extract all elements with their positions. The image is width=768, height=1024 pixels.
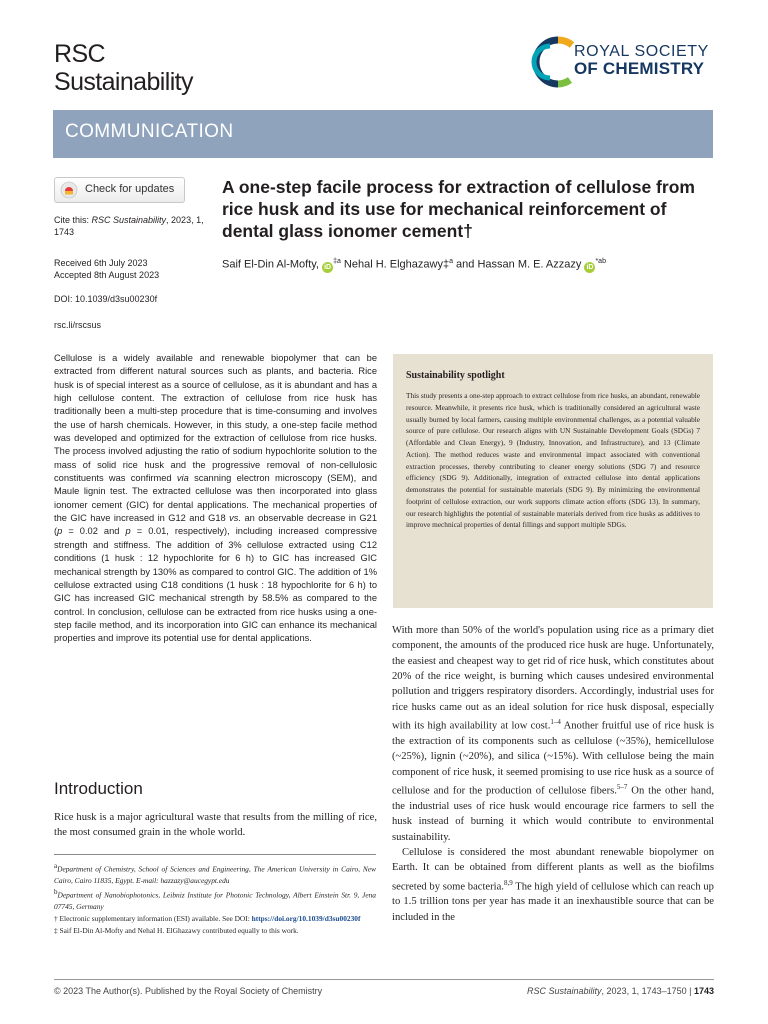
abstract-text: = 0.02 and [62, 526, 126, 537]
journal-name [54, 40, 193, 96]
accepted-date: Accepted 8th August 2023 [54, 270, 160, 280]
body-text: Another fruitful use of rice husk is the extraction of its components such as cellulose (~35%), hemicellulose (~25%), lignin (~20%), and silica (~15%). With cellulose being the main component of rice husk, it seemed promising to use rice husk as a source of cellulose and for the production of cellulose fibers. [392, 720, 714, 797]
reference-mark[interactable]: 8,9 [503, 878, 513, 887]
abstract-text: Cellulose is a widely available and renewable biopolymer that can be extracted from different natural sources such as plants, and bacteria. Rice husk is of special interest as a source of cellulose, as it is abundant and has a high cellulose content. The extraction of cellulose from rice husk has traditionally been a multi-step procedure that is time-consuming and involves the use of harsh chemicals. However, in this study, a one-step facile method was developed and optimized for the extraction of cellulose from rice husks. The process involved adjusting the ratio of sodium hypochlorite solution to the mass of solid rice husk and the progressive removal of non-cellulosic constituents was confirmed [54, 353, 377, 484]
cite-journal: RSC Sustainability [91, 215, 167, 225]
abstract-text: = 0.01, respectively), including increased compressive strength and stiffness. The addition of 3% cellulose extracted using C12 conditions (1 husk : 12 hypochlorite for 6 h) to GIC has increased GIC mechanical strength by 130% as compared to control GIC. The addition of 1% cellulose extracted using C18 conditions (1 husk : 18 hypochlorite for 6 h) to GIC has increased GIC mechanical strength by 58.5% as compared to the control. In conclusion, cellulose can be extracted from rice husks using a one-step facile method, and its incorporation into GIC can enhance its mechanical properties and improve its potential use for dental applications. [54, 526, 377, 644]
footnote-affiliation-b [54, 887, 376, 912]
author-name: and Hassan M. E. Azzazy [453, 258, 582, 271]
orcid-icon[interactable]: iD [324, 263, 332, 271]
abstract-text: scanning electron microscopy (SEM), and Maule lignin test. The extracted cellulose was then incorporated into glass ionomer cement (GIC) for dental applications. The mechanical properties of the GIC have increased in G12 and G18 [54, 473, 377, 524]
spotlight-heading: Sustainability spotlight [406, 370, 505, 381]
cite-prefix: Cite this: [54, 215, 92, 225]
footnote-mark: a [54, 862, 58, 870]
abstract-text: p [57, 526, 63, 537]
footnote-text: Department of Nanobiophotonics, Leibniz Institute for Photonic Technology, Albert Einstein Str. 9, Jena 07745, Germany [54, 890, 376, 911]
spotlight-body: This study presents a one-step approach to extract cellulose from rice husks, an abundant, renewable resource. Meanwhile, it presents rice husk, which is traditionally considered an agricultural waste usually burned by local farmers, causing multiple environmental challenges, as a potential valuable source of pure cellulose. Our research aligns with UN Sustainable Development Goals (SDGs) 7 (Affordable and Clean Energy), 9 (Industry, Innovation, and Infrastructure), and 13 (Climate Action). The method reduces waste and environmental impact associated with conventional extraction processes, thereby contributing to cleaner energy solutions (SDG 7) and resource efficiency (SDG 9). Additionally, integration of extracted cellulose into dental applications demonstrates the potential for sustainable materials (SDG 9). By minimizing the environmental footprint of cellulose extraction, our work supports climate action efforts (SDG 13). In summary, our research highlights the potential of sustainable materials derived from rice husks as additives to improve mechnical properties of dental fillings and support multiple SDGs. [406, 391, 700, 530]
body-paragraph [392, 845, 714, 925]
orcid-icon[interactable]: iD [586, 263, 594, 271]
article-type-label: COMMUNICATION [65, 121, 234, 142]
body-text: Cellulose is considered the most abundant renewable biopolymer on Earth. It can be obtained from different plants as well as the biofilms secreted by some bacteria. [392, 846, 714, 893]
check-for-updates-button[interactable] [54, 177, 185, 203]
abstract-text: vs. [229, 513, 242, 524]
publisher-name [574, 43, 709, 77]
page-number: 1743 [693, 986, 714, 996]
cite-rest: , 2023, 1, 1743 [54, 215, 204, 237]
author-name: Nehal H. Elghazawy‡ [340, 258, 450, 271]
article-title: A one-step facile process for extraction of cellulose from rice husk and its use for mechanical reinforcement of dental glass ionomer cement† [222, 177, 695, 241]
footnote-mark: b [54, 888, 58, 897]
author-name: Saif El-Din Al-Mofty, [222, 258, 319, 271]
footer-divider [54, 979, 714, 980]
abstract-text: an observable decrease in G21 ( [54, 513, 378, 537]
received-date: Received 6th July 2023 [54, 258, 148, 268]
author-list [222, 258, 722, 273]
section-heading-introduction: Introduction [54, 779, 143, 798]
footnote-text: Department of Chemistry, School of Sciences and Engineering, The American University in Cairo, New Cairo, Cairo 11835, Egypt. E-mail: hazzazy@aucegypt.edu [54, 864, 376, 885]
journal-link[interactable]: rsc.li/rscsus [54, 320, 101, 330]
abstract-text: p [125, 526, 131, 537]
body-paragraph [392, 623, 714, 845]
body-text-right [392, 623, 714, 925]
footer-volume-pages: , 2023, 1, 1743–1750 | [601, 986, 694, 996]
journal-name-line1: RSC [54, 40, 105, 68]
footnote-esi [54, 913, 376, 924]
doi[interactable]: DOI: 10.1039/d3su00230f [54, 294, 158, 304]
check-for-updates-icon [60, 181, 78, 199]
footnote-equal-contribution: ‡ Saif El-Din Al-Mofty and Nehal H. ElGhazawy contributed equally to this work. [54, 926, 299, 936]
footer-citation [480, 986, 714, 996]
body-text: On the other hand, the industrial uses of rice husk would encourage rice farmers to sell the husk instead of burning it which would contribute to environmental sustainability. [392, 785, 714, 843]
footnote-affiliation-a [54, 861, 376, 886]
author-affiliation-mark: *ab [595, 258, 606, 265]
footer-copyright: © 2023 The Author(s). Published by the Royal Society of Chemistry [54, 986, 323, 996]
footnotes [54, 861, 376, 938]
journal-name-line2: Sustainability [54, 68, 193, 96]
introduction-text: Rice husk is a major agricultural waste that results from the milling of rice, the most consumed grain in the whole world. [54, 812, 377, 839]
author-affiliation-mark: ‡a [333, 258, 341, 265]
footer-journal: RSC Sustainability [527, 986, 602, 996]
citation-info [54, 214, 204, 238]
reference-mark[interactable]: 5–7 [616, 782, 628, 791]
esi-link[interactable]: https://doi.org/10.1039/d3su00230f [251, 914, 361, 924]
body-text: With more than 50% of the world's population using rice as a primary diet component, the amounts of the produced rice husk are huge. Unfortunately, the easiest and cheapest way to get rid of rice husk, which constitutes about 20% of the rice weight, is burning which causes undesired environmental pollution and triggers respiratory disorders. Accordingly, industrial uses for rice husks came out as an ideal solution for rice husk disposal, especially with its high availability at low cost. [392, 625, 714, 732]
check-for-updates-label: Check for updates [85, 183, 175, 195]
footnote-divider [54, 854, 376, 855]
author-affiliation-mark: a [449, 258, 453, 265]
body-text: The high yield of cellulose which can reach up to 1.5 trillion tons per year has made it an inexhaustible source that can be included in the [392, 881, 714, 923]
publisher-line2: OF CHEMISTRY [574, 59, 705, 78]
publisher-line1: ROYAL SOCIETY [574, 43, 709, 60]
abstract-text: via [176, 473, 189, 484]
abstract [54, 352, 377, 646]
reference-mark[interactable]: 1–4 [550, 718, 561, 727]
article-type-banner [53, 110, 713, 158]
footnote-text: † Electronic supplementary information (ESI) available. See DOI: [54, 914, 252, 924]
